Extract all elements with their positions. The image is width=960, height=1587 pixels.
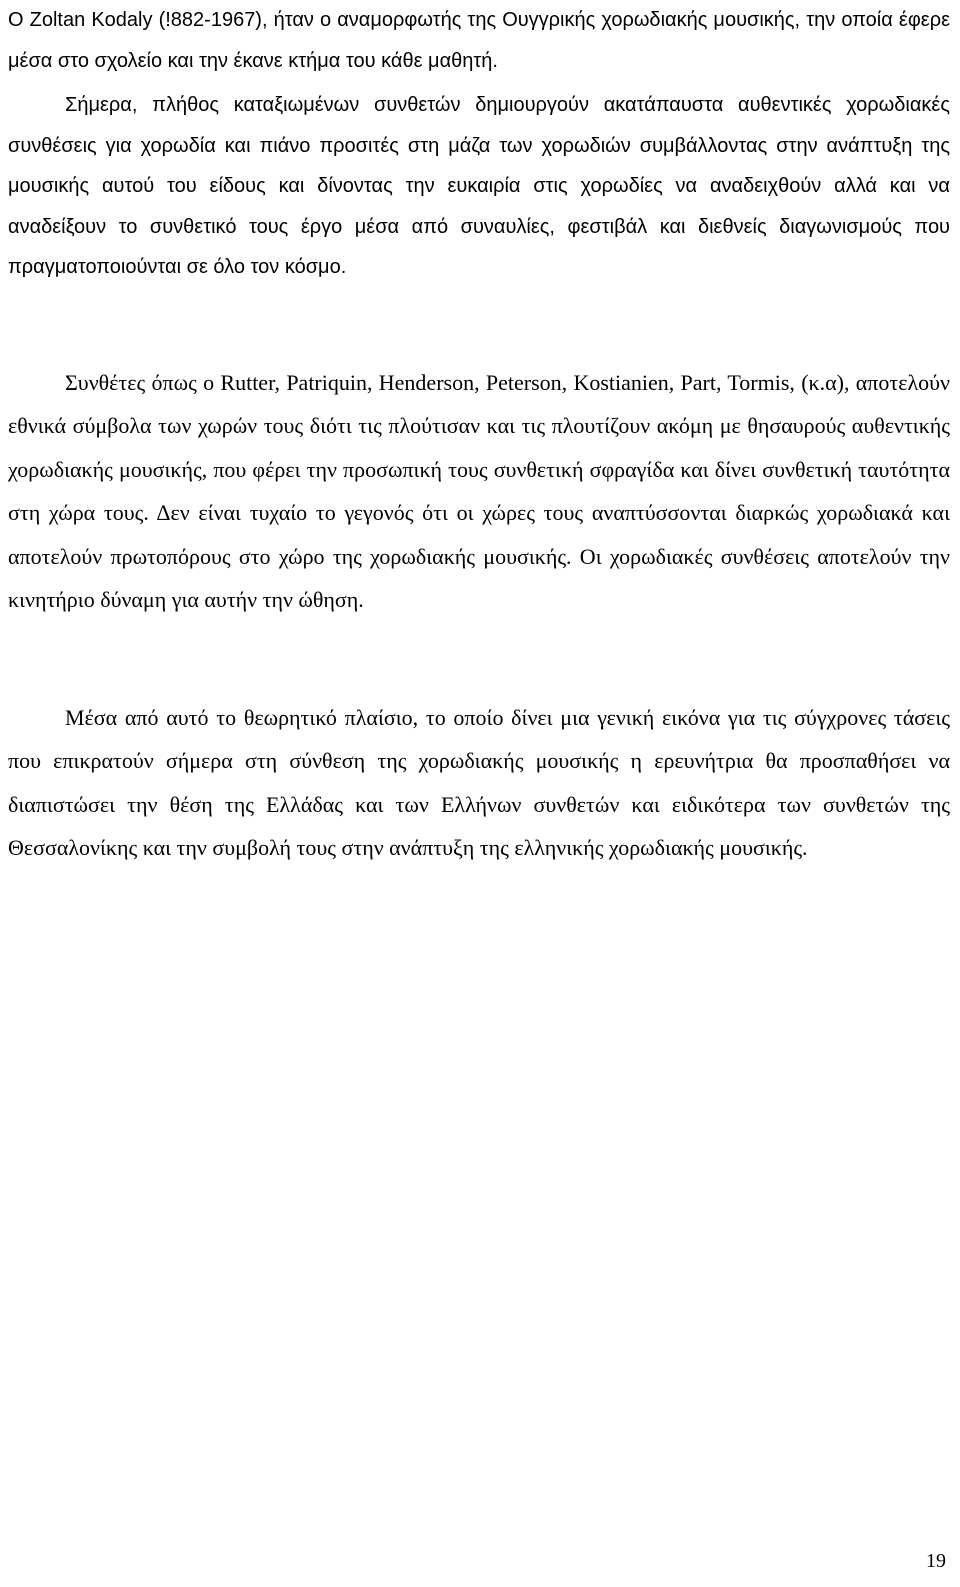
page-number: 19 — [926, 1550, 946, 1572]
paragraph-research-aim: Μέσα από αυτό το θεωρητικό πλαίσιο, το οποίο δίνει μια γενική εικόνα για τις σύγχρονες τάσεις που επικρατούν σήμερα στη σύνθεση της χορωδιακής μουσικής η ερευνήτρια θα προσπαθήσει να διαπιστώσει την θέση της Ελλάδας και των Ελλήνων συνθετών και ειδικότερα των συνθετών της Θεσσαλονίκης και την συμβολή τους στην ανάπτυξη της ελληνικής χορωδιακής μουσικής. — [8, 705, 950, 861]
paragraph-national-symbols: Συνθέτες όπως ο Rutter, Patriquin, Henderson, Peterson, Kostianien, Part, Tormis, (κ.α), αποτελούν εθνικά σύμβολα των χωρών τους διότι τις πλούτισαν και τις πλουτίζουν ακόμη με θησαυρούς αυθεντικής χορωδιακής μουσικής, που φέρει την προσωπική τους συνθετική σφραγίδα και δίνει συνθετική ταυτότητα στη χώρα τους. Δεν είναι τυχαίο το γεγονός ότι οι χώρες τους αναπτύσσονται διαρκώς χορωδιακά και αποτελούν πρωτοπόρους στο χώρο της χορωδιακής μουσικής. Οι χορωδιακές συνθέσεις αποτελούν την κινητήριο δύναμη για αυτήν την ώθηση. — [8, 370, 950, 613]
paragraph-contemporary-composers: Σήμερα, πλήθος καταξιωμένων συνθετών δημιουργούν ακατάπαυστα αυθεντικές χορωδιακές συνθέσεις για χορωδία και πιάνο προσιτές στη μάζα των χορωδιών συμβάλλοντας στην ανάπτυξη της μουσικής αυτού του είδους και δίνοντας την ευκαιρία στις χορωδίες να αναδειχθούν αλλά και να αναδείξουν το συνθετικό τους έργο μέσα από συναυλίες, φεστιβάλ και διεθνείς διαγωνισμούς που πραγματοποιούνται σε όλο τον κόσμο. — [8, 94, 950, 279]
paragraph-kodaly: Ο Zoltan Kodaly (!882-1967), ήταν ο αναμορφωτής της Ουγγρικής χορωδιακής μουσικής, την οποία έφερε μέσα στο σχολείο και την έκανε κτήμα του κάθε μαθητή. — [8, 9, 950, 72]
